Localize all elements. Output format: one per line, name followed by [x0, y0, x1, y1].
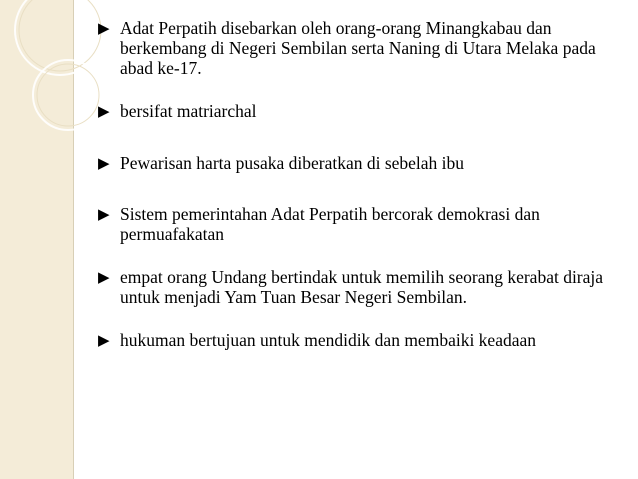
- bullet-arrow-icon: ▶: [98, 21, 110, 37]
- bullet-text: hukuman bertujuan untuk mendidik dan membaiki keadaan: [120, 330, 537, 350]
- bullet-item-3: [98, 153, 618, 173]
- bullet-item-2: [98, 101, 618, 121]
- bullet-arrow-icon: ▶: [98, 207, 110, 223]
- bullet-text: Pewarisan harta pusaka diberatkan di sebelah ibu: [120, 153, 465, 173]
- deco-circle-large: [15, 0, 105, 75]
- bullet-text: Sistem pemerintahan Adat Perpatih bercorak demokrasi dan permuafakatan: [120, 204, 540, 244]
- bullet-item-5: [98, 267, 618, 307]
- bullet-arrow-icon: ▶: [98, 270, 110, 286]
- bullet-item-1: [98, 18, 618, 78]
- bullet-arrow-icon: ▶: [98, 104, 110, 120]
- bullet-text: bersifat matriarchal: [120, 101, 257, 121]
- bullet-item-6: [98, 330, 618, 350]
- bullet-text: empat orang Undang bertindak untuk memilih seorang kerabat diraja untuk menjadi Yam Tuan Besar Negeri Sembilan.: [120, 267, 604, 307]
- bullet-list: [98, 18, 618, 350]
- bullet-item-4: [98, 204, 618, 244]
- bullet-arrow-icon: ▶: [98, 333, 110, 349]
- bullet-text: Adat Perpatih disebarkan oleh orang-orang Minangkabau dan berkembang di Negeri Sembilan serta Naning di Utara Melaka pada abad ke-17.: [120, 18, 596, 78]
- bullet-arrow-icon: ▶: [98, 156, 110, 172]
